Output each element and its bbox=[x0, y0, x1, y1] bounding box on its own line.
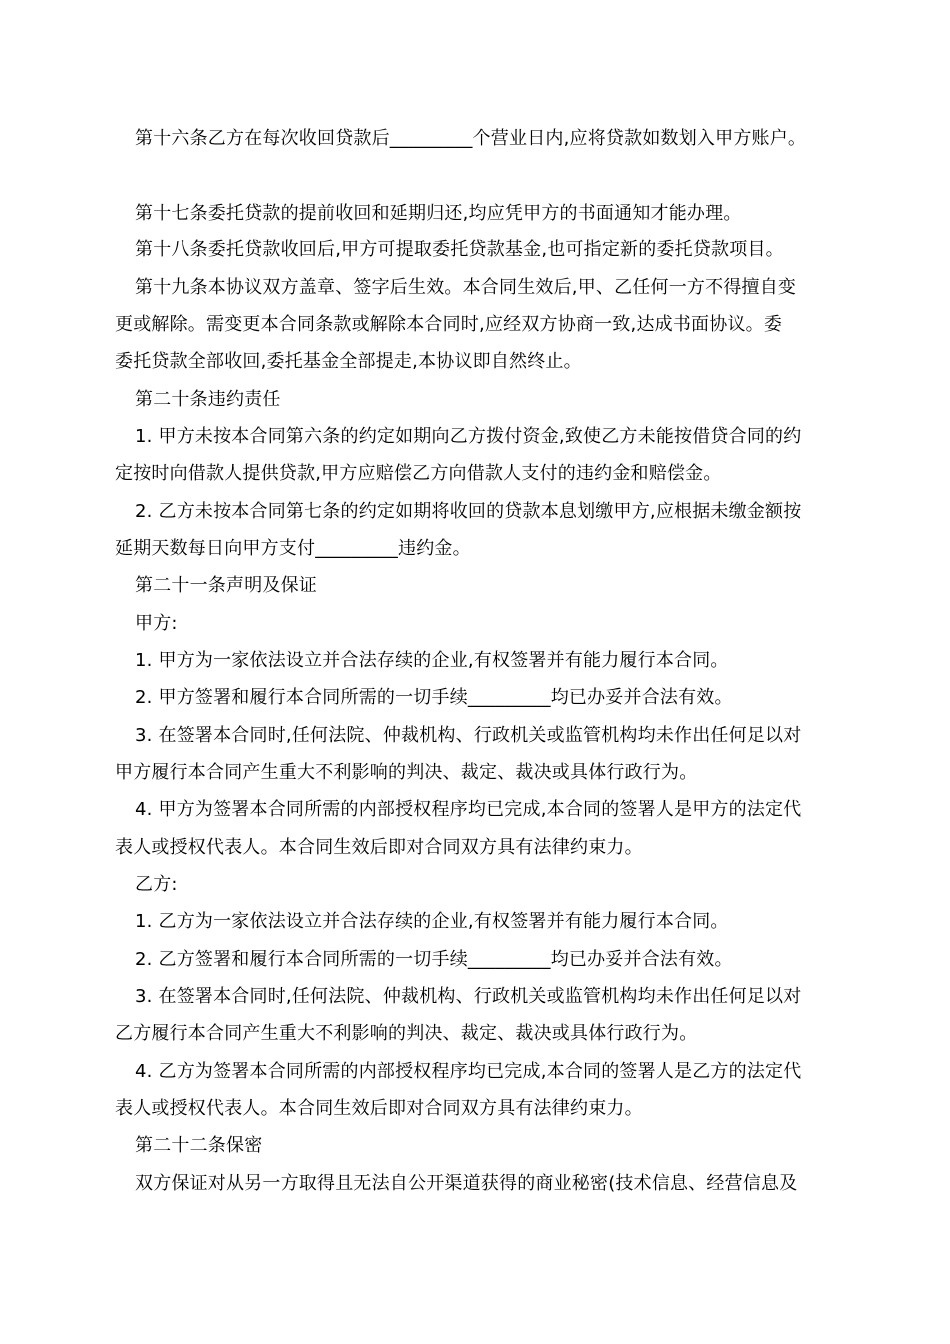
paragraph-line: 甲方履行本合同产生重大不利影响的判决、裁定、裁决或具体行政行为。 bbox=[115, 762, 698, 783]
paragraph-line: 1. 乙方为一家依法设立并合法存续的企业,有权签署并有能力履行本合同。 bbox=[135, 911, 729, 932]
paragraph-line: 双方保证对从另一方取得且无法自公开渠道获得的商业秘密(技术信息、经营信息及 bbox=[135, 1173, 798, 1194]
paragraph-line: 第十六条乙方在每次收回贷款后_________个营业日内,应将贷款如数划入甲方账户。 bbox=[135, 128, 807, 149]
paragraph-line: 表人或授权代表人。本合同生效后即对合同双方具有法律约束力。 bbox=[115, 837, 643, 858]
party-label: 乙方: bbox=[135, 874, 178, 895]
paragraph-line: 乙方履行本合同产生重大不利影响的判决、裁定、裁决或具体行政行为。 bbox=[115, 1023, 698, 1044]
paragraph-line: 1. 甲方未按本合同第六条的约定如期向乙方拨付资金,致使乙方未能按借贷合同的约 bbox=[135, 426, 802, 447]
paragraph-line: 4. 乙方为签署本合同所需的内部授权程序均已完成,本合同的签署人是乙方的法定代 bbox=[135, 1061, 802, 1082]
paragraph-line: 更或解除。需变更本合同条款或解除本合同时,应经双方协商一致,达成书面协议。委 bbox=[115, 314, 783, 335]
paragraph-line: 2. 乙方签署和履行本合同所需的一切手续_________均已办妥并合法有效。 bbox=[135, 949, 733, 970]
paragraph-line: 3. 在签署本合同时,任何法院、仲裁机构、行政机关或监管机构均未作出任何足以对 bbox=[135, 725, 802, 746]
paragraph-line: 3. 在签署本合同时,任何法院、仲裁机构、行政机关或监管机构均未作出任何足以对 bbox=[135, 986, 802, 1007]
paragraph-line: 定按时向借款人提供贷款,甲方应赔偿乙方向借款人支付的违约金和赔偿金。 bbox=[115, 463, 722, 484]
paragraph-line: 委托贷款全部收回,委托基金全部提走,本协议即自然终止。 bbox=[115, 351, 582, 372]
section-heading: 第二十条违约责任 bbox=[135, 389, 281, 410]
party-label: 甲方: bbox=[135, 613, 178, 634]
paragraph-line: 1. 甲方为一家依法设立并合法存续的企业,有权签署并有能力履行本合同。 bbox=[135, 650, 729, 671]
paragraph-line: 表人或授权代表人。本合同生效后即对合同双方具有法律约束力。 bbox=[115, 1098, 643, 1119]
paragraph-line: 延期天数每日向甲方支付_________违约金。 bbox=[115, 538, 471, 559]
paragraph-line: 第十九条本协议双方盖章、签字后生效。本合同生效后,甲、乙任何一方不得擅自变 bbox=[135, 277, 797, 298]
paragraph-line: 第十八条委托贷款收回后,甲方可提取委托贷款基金,也可指定新的委托贷款项目。 bbox=[135, 239, 784, 260]
paragraph-line: 2. 乙方未按本合同第七条的约定如期将收回的贷款本息划缴甲方,应根据未缴金额按 bbox=[135, 501, 802, 522]
paragraph-line: 2. 甲方签署和履行本合同所需的一切手续_________均已办妥并合法有效。 bbox=[135, 687, 733, 708]
section-heading: 第二十二条保密 bbox=[135, 1135, 263, 1156]
section-heading: 第二十一条声明及保证 bbox=[135, 575, 317, 596]
paragraph-line: 4. 甲方为签署本合同所需的内部授权程序均已完成,本合同的签署人是甲方的法定代 bbox=[135, 799, 802, 820]
paragraph-line: 第十七条委托贷款的提前收回和延期归还,均应凭甲方的书面通知才能办理。 bbox=[135, 203, 742, 224]
